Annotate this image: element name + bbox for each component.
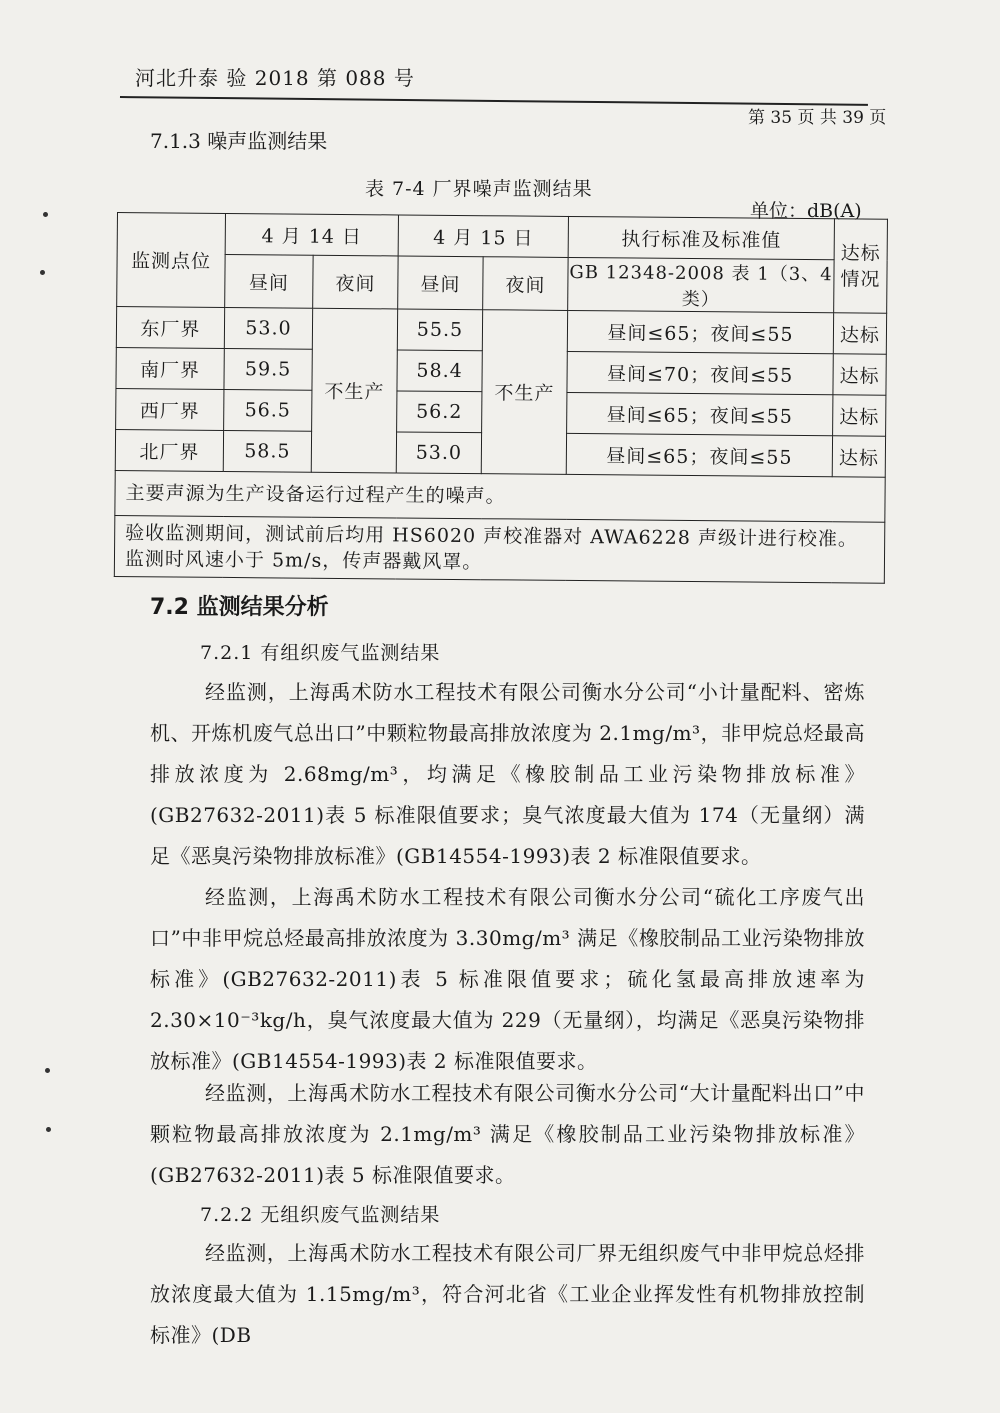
cell-result: 达标	[832, 436, 885, 477]
header-night: 夜间	[313, 255, 398, 309]
header-day: 昼间	[225, 254, 313, 308]
section-heading-7-2: 7.2 监测结果分析	[150, 595, 329, 620]
table-row	[116, 307, 886, 355]
table-note-1: 主要声源为生产设备运行过程产生的噪声。	[115, 470, 885, 522]
header-night: 夜间	[483, 257, 568, 311]
cell-d15-day: 58.4	[397, 350, 482, 392]
paragraph-1: 经监测，上海禹术防水工程技术有限公司衡水分公司“小计量配料、密炼机、开炼机废气总出口”中颗粒物最高排放浓度为 2.1mg/m³，非甲烷总烃最高排放浓度为 2.68mg/m³，均满足《橡胶制品工业污染物排放标准》(GB27632-2011)表 5 标准限值要求；臭气浓度最大值为 174（无量纲）满足《恶臭污染物排放标准》(GB14554-1993)表 2 标准限值要求。	[150, 680, 865, 868]
table-note-row	[114, 515, 885, 583]
cell-d14-night: 不生产	[311, 308, 397, 473]
table-unit: 单位：dB(A)	[750, 200, 862, 222]
cell-d14-day: 58.5	[223, 430, 311, 472]
cell-d15-day: 56.2	[397, 391, 482, 433]
cell-standard: 昼间≤70；夜间≤55	[567, 351, 833, 394]
cell-result: 达标	[833, 313, 886, 354]
cell-d15-day: 53.0	[396, 432, 481, 474]
cell-d14-day: 56.5	[224, 389, 312, 431]
section-heading-7-2-1: 7.2.1 有组织废气监测结果	[200, 642, 441, 664]
section-heading-7-1-3: 7.1.3 噪声监测结果	[150, 129, 328, 153]
header-point: 监测点位	[117, 213, 226, 308]
cell-d14-day: 53.0	[224, 307, 312, 349]
noise-results-table	[114, 212, 888, 584]
cell-point: 北厂界	[115, 429, 223, 471]
paragraph-4: 经监测，上海禹术防水工程技术有限公司厂界无组织废气中非甲烷总烃排放浓度最大值为 1.15mg/m³，符合河北省《工业企业挥发性有机物排放控制标准》(DB	[150, 1241, 865, 1347]
paragraph-3: 经监测，上海禹术防水工程技术有限公司衡水分公司“大计量配料出口”中颗粒物最高排放浓度为 2.1mg/m³ 满足《橡胶制品工业污染物排放标准》(GB27632-2011)表 5 标准限值要求。	[150, 1081, 865, 1187]
binding-hole-mark	[45, 1068, 50, 1073]
binding-hole-mark	[40, 270, 45, 275]
header-standard-code: GB 12348-2008 表 1（3、4 类）	[568, 257, 834, 312]
header-date-1: 4 月 14 日	[225, 213, 398, 256]
header-date-2: 4 月 15 日	[398, 215, 568, 257]
cell-standard: 昼间≤65；夜间≤55	[567, 392, 833, 435]
page-number: 第 35 页 共 39 页	[748, 108, 887, 128]
cell-standard: 昼间≤65；夜间≤55	[567, 310, 833, 353]
cell-point: 西厂界	[116, 388, 224, 430]
header-standard: 执行标准及标准值	[568, 216, 834, 259]
table-subheader-row	[117, 254, 887, 314]
header-compliance: 达标情况	[834, 219, 888, 313]
cell-point: 南厂界	[116, 347, 224, 389]
cell-d15-night: 不生产	[481, 310, 567, 475]
table-header-row	[117, 213, 887, 261]
section-heading-7-2-2: 7.2.2 无组织废气监测结果	[200, 1204, 441, 1226]
cell-point: 东厂界	[116, 307, 224, 349]
report-number: 河北升泰 验 2018 第 088 号	[135, 66, 415, 90]
binding-hole-mark	[46, 1127, 51, 1132]
binding-hole-mark	[43, 212, 48, 217]
table-note-2: 验收监测期间，测试前后均用 HS6020 声校准器对 AWA6228 声级计进行校准。监测时风速小于 5m/s，传声器戴风罩。	[114, 515, 885, 583]
paragraph-2: 经监测，上海禹术防水工程技术有限公司衡水分公司“硫化工序废气出口”中非甲烷总烃最高排放浓度为 3.30mg/m³ 满足《橡胶制品工业污染物排放标准》(GB27632-2011)表 5 标准限值要求；硫化氢最高排放速率为 2.30×10⁻³kg/h，臭气浓度最大值为 229（无量纲），均满足《恶臭污染物排放标准》(GB14554-1993)表 2 标准限值要求。	[150, 885, 865, 1073]
cell-d14-day: 59.5	[224, 348, 312, 390]
cell-result: 达标	[833, 395, 886, 436]
cell-d15-day: 55.5	[397, 309, 482, 351]
cell-result: 达标	[833, 354, 886, 395]
table-caption: 表 7-4 厂界噪声监测结果	[365, 178, 593, 200]
header-day: 昼间	[398, 256, 483, 310]
table-note-row	[115, 470, 885, 522]
cell-standard: 昼间≤65；夜间≤55	[566, 433, 832, 476]
